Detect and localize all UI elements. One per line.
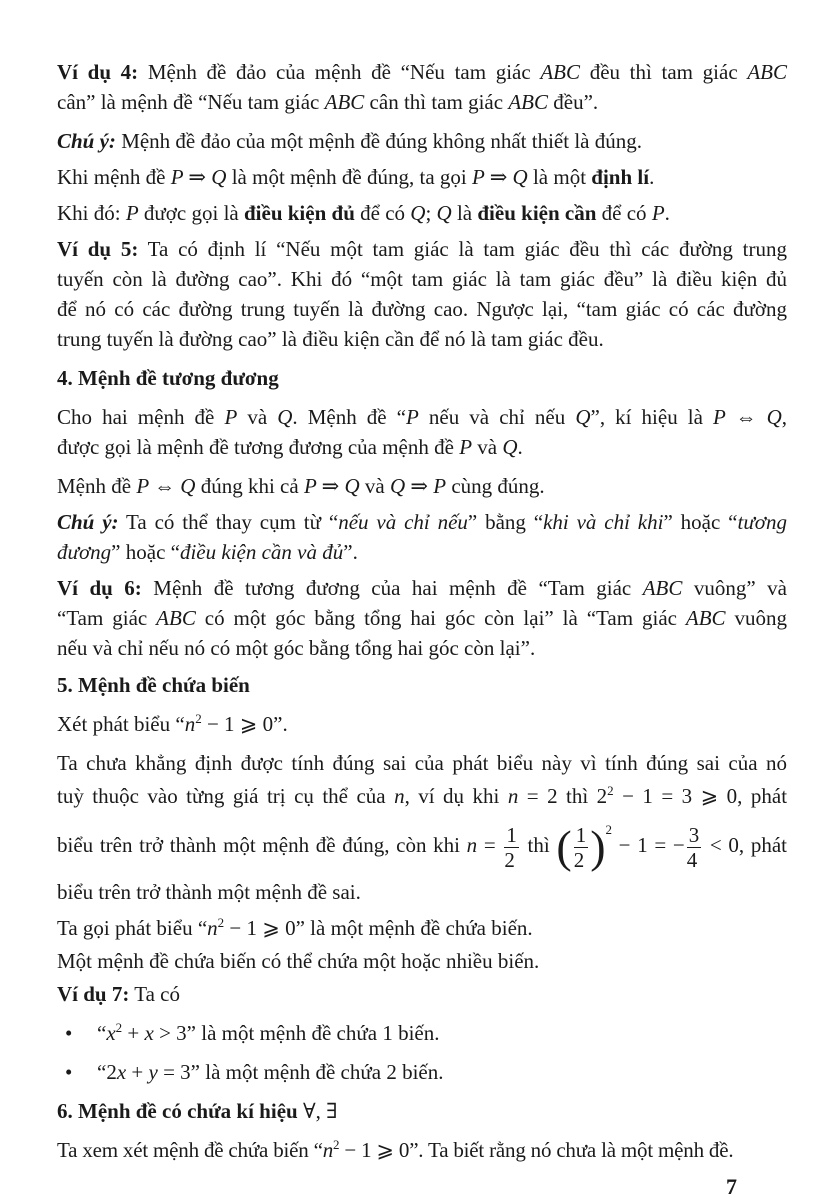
text: Khi mệnh đề <box>57 165 171 189</box>
text: ” là một mệnh đề chứa 1 biến. <box>186 1021 440 1045</box>
exponent: 2 <box>115 1020 123 1035</box>
exponent: 2 <box>333 1137 340 1152</box>
text: và <box>237 405 278 429</box>
theorem-definition <box>57 162 787 192</box>
text: Mệnh đề tương đương của hai mệnh đề “Tam giác <box>141 576 643 600</box>
text: “Tam giác <box>57 606 157 630</box>
text: vuông” và <box>682 576 787 600</box>
text: ” bằng “ <box>467 510 544 534</box>
math-var: n <box>394 784 405 808</box>
math-expr: P ⇔ Q <box>713 405 782 429</box>
math-var: y <box>148 1060 158 1084</box>
term-bold: định lí <box>591 165 650 189</box>
text: ” hoặc “ <box>111 540 180 564</box>
numerator: 1 <box>506 822 517 847</box>
text: . <box>649 165 655 189</box>
numerator: 1 <box>575 822 587 847</box>
heading-text: 6. Mệnh đề có chứa kí hiệu <box>57 1099 303 1123</box>
math-var: n <box>466 833 478 857</box>
text: biểu trên trở thành một mệnh đề đúng, còn khi <box>57 833 467 857</box>
text: − 1 = − <box>612 833 685 857</box>
text: ”. Ta biết rằng nó chưa là một mệnh đề. <box>409 1138 734 1162</box>
math-var: ABC <box>642 576 683 600</box>
italic-phrase: điều kiện cần và đủ <box>179 540 344 564</box>
page-number: 7 <box>726 1174 737 1199</box>
math-expr: P ⇒ Q <box>472 165 528 189</box>
example-label: Ví dụ 6: <box>57 576 142 600</box>
text: > 3 <box>153 1021 187 1045</box>
exponent: 2 <box>195 711 202 726</box>
text: “ <box>97 1021 107 1045</box>
math-var: ABC <box>685 606 726 630</box>
text: ”. <box>273 712 288 736</box>
text: đều thì tam giác <box>580 60 748 84</box>
math-expr: − 1 ⩾ 0 <box>339 1138 410 1162</box>
text: ” hoặc “ <box>663 510 738 534</box>
math-var: ABC <box>747 60 787 84</box>
text: cân” là mệnh đề “Nếu tam giác <box>57 90 325 114</box>
text: Cho hai mệnh đề <box>57 405 225 429</box>
text: ”, kí hiệu là <box>590 405 714 429</box>
text: ” là một mệnh đề chứa biến. <box>295 916 533 940</box>
text: nếu và chỉ nếu <box>418 405 576 429</box>
math-var: Q <box>436 201 452 225</box>
note-label: Chú ý: <box>57 510 119 534</box>
math-expr: Q ⇒ P <box>389 474 447 498</box>
example-label: Ví dụ 4: <box>57 60 139 84</box>
italic-phrase: khi và chỉ khi <box>543 510 664 534</box>
text: . <box>664 201 670 225</box>
math-var: P <box>125 201 139 225</box>
text: , <box>781 405 788 429</box>
text: Ta có thể thay cụm từ “ <box>118 510 339 534</box>
section-5-heading: 5. Mệnh đề chứa biến <box>57 673 250 697</box>
text: tuỳ thuộc vào từng giá trị cụ thể của <box>57 784 395 808</box>
statement <box>57 709 787 739</box>
text: đều”. <box>548 90 599 114</box>
term-bold: điều kiện đủ <box>243 201 355 225</box>
equivalence-truth <box>57 471 787 501</box>
italic-phrase: tương <box>737 510 787 534</box>
text: vuông <box>725 606 788 630</box>
italic-phrase: nếu và chỉ nếu <box>338 510 468 534</box>
text: < 0, phát <box>703 833 787 857</box>
discussion-line-4: biểu trên trở thành một mệnh đề sai. <box>57 880 361 904</box>
example-4-line-1 <box>57 57 787 87</box>
text: Mệnh đề <box>57 474 137 498</box>
example-6-line-1 <box>57 573 787 603</box>
math-expr: P ⇒ Q <box>170 165 227 189</box>
example-6-line-2 <box>57 603 787 633</box>
discussion-line-2 <box>57 781 787 811</box>
equivalence-definition-line-2 <box>57 432 787 462</box>
math-var: Q <box>502 435 518 459</box>
math-var: n <box>507 784 519 808</box>
math-var: x <box>144 1021 154 1045</box>
multi-variable-note: Một mệnh đề chứa biến có thể chứa một hoặc nhiều biến. <box>57 949 540 973</box>
denominator: 4 <box>686 847 698 872</box>
math-var: n <box>207 916 218 940</box>
discussion-line-3 <box>57 818 787 872</box>
denominator: 2 <box>504 847 515 872</box>
italic-phrase: đương <box>57 540 112 564</box>
text: và <box>359 474 390 498</box>
text: được gọi là mệnh đề tương đương của mệnh đề <box>57 435 460 459</box>
note-2-line-1 <box>57 507 787 537</box>
text: và <box>472 435 503 459</box>
naming <box>57 913 787 943</box>
math-var: P <box>459 435 473 459</box>
text: , ví dụ khi <box>404 784 508 808</box>
text: − 1 = 3 ⩾ 0, phát <box>613 784 788 808</box>
math-var: Q <box>575 405 591 429</box>
equivalence-definition-line-1 <box>57 402 787 432</box>
text: Mệnh đề đảo của mệnh đề “Nếu tam giác <box>138 60 541 84</box>
text: = 3 <box>157 1060 191 1084</box>
denominator: 2 <box>573 847 585 872</box>
exponent: 2 <box>217 915 225 930</box>
text: cân thì tam giác <box>364 90 509 114</box>
discussion-line-1: Ta chưa khẳng định được tính đúng sai của phát biểu này vì tính đúng sai của nó <box>57 751 787 775</box>
text: “2 <box>97 1060 117 1084</box>
math-var: Q <box>410 201 426 225</box>
math-var: x <box>106 1021 116 1045</box>
text: Ta có <box>129 982 180 1006</box>
section-4-heading: 4. Mệnh đề tương đương <box>57 366 279 390</box>
text: = 2 thì 2 <box>518 784 608 808</box>
example-5-line-4: trung tuyến là đường cao” là điều kiện cần để nó là tam giác đều. <box>57 327 604 351</box>
math-expr: P ⇒ Q <box>303 474 360 498</box>
example-label: Ví dụ 5: <box>57 237 139 261</box>
text: Ta xem xét mệnh đề chứa biến “ <box>57 1138 323 1162</box>
text: là một <box>527 165 592 189</box>
example-6-line-3: nếu và chỉ nếu nó có một góc bằng tổng hai góc còn lại”. <box>57 636 536 660</box>
note-1 <box>57 126 787 156</box>
text: = <box>477 833 503 857</box>
math-var: ABC <box>540 60 581 84</box>
text: ” là một mệnh đề chứa 2 biến. <box>190 1060 444 1084</box>
note-2-line-2 <box>57 537 787 567</box>
conditions <box>57 198 787 228</box>
exponent: 2 <box>607 783 614 798</box>
left-paren: ( <box>556 821 572 873</box>
example-7-bullet-2 <box>57 1057 787 1087</box>
final-paragraph <box>57 1135 787 1165</box>
text: Khi đó: <box>57 201 126 225</box>
math-var: P <box>651 201 665 225</box>
text: Ta gọi phát biểu “ <box>57 916 208 940</box>
note-label: Chú ý: <box>57 129 116 153</box>
text: ”. <box>343 540 358 564</box>
numerator: 3 <box>688 822 700 847</box>
text: . Mệnh đề “ <box>292 405 407 429</box>
fraction-one-half <box>574 823 589 872</box>
text: . <box>517 435 523 459</box>
section-6-heading <box>57 1096 787 1126</box>
example-7-bullet-1 <box>57 1018 787 1048</box>
text: Xét phát biểu “ <box>57 712 185 736</box>
text: cùng đúng. <box>446 474 545 498</box>
example-label: Ví dụ 7: <box>57 982 130 1006</box>
text: là <box>451 201 478 225</box>
math-var: n <box>184 712 196 736</box>
text: + <box>122 1021 145 1045</box>
math-expr: − 1 ⩾ 0 <box>201 712 274 736</box>
bullet-icon: • <box>65 1021 73 1045</box>
text: để có <box>354 201 411 225</box>
example-7 <box>57 979 787 1009</box>
text: là một mệnh đề đúng, ta gọi <box>226 165 472 189</box>
math-var: Q <box>277 405 293 429</box>
example-5-line-3: để nó có các đường trung tuyến là đường cao. Ngược lại, “tam giác có các đường <box>57 297 787 321</box>
text: có một góc bằng tổng hai góc còn lại” là “Tam giác <box>195 606 686 630</box>
math-var: x <box>116 1060 127 1084</box>
text: + <box>126 1060 149 1084</box>
math-var: ABC <box>508 90 548 114</box>
bullet-icon: • <box>65 1060 73 1084</box>
math-var: ABC <box>324 90 365 114</box>
math-var: ABC <box>156 606 196 630</box>
text: ; <box>425 201 437 225</box>
example-5-line-2: tuyến còn là đường cao”. Khi đó “một tam giác là tam giác đều” là điều kiện đủ <box>57 267 787 291</box>
math-expr: − 1 ⩾ 0 <box>224 916 296 940</box>
math-expr: P ⇔ Q <box>136 474 196 498</box>
right-paren: ) <box>590 821 606 873</box>
term-bold: điều kiện cần <box>477 201 597 225</box>
text: thì <box>520 833 557 857</box>
fraction-one-half <box>504 823 519 872</box>
text: Ta có định lí “Nếu một tam giác là tam giác đều thì các đường trung <box>138 237 787 261</box>
text: được gọi là <box>138 201 244 225</box>
math-var: P <box>406 405 419 429</box>
text: đúng khi cả <box>195 474 304 498</box>
exponent: 2 <box>605 822 613 837</box>
text: Mệnh đề đảo của một mệnh đề đúng không nhất thiết là đúng. <box>115 129 642 153</box>
math-var: P <box>224 405 238 429</box>
example-4-line-2 <box>57 87 787 117</box>
math-var: n <box>322 1138 334 1162</box>
fraction-three-quarters <box>687 823 702 872</box>
quantifier-symbols: ∀, ∃ <box>302 1099 338 1123</box>
text: để có <box>596 201 652 225</box>
example-5-line-1 <box>57 234 787 264</box>
